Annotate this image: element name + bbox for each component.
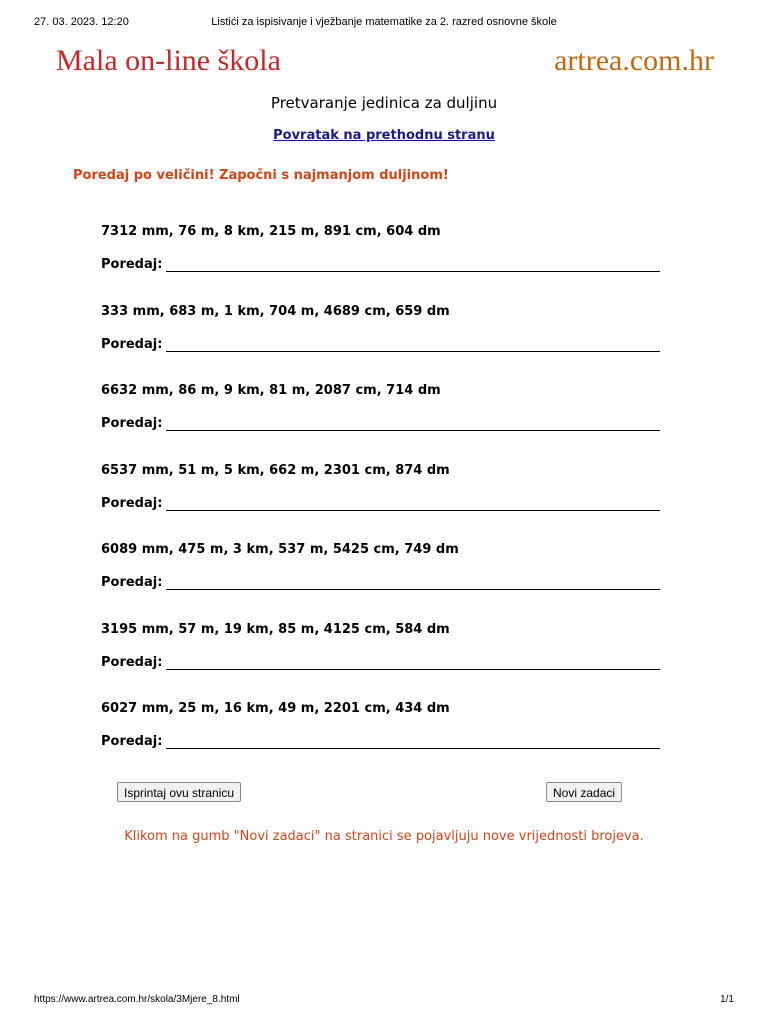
task-list	[101, 224, 661, 781]
answer-row	[101, 493, 661, 511]
task-item	[101, 542, 661, 622]
answer-row	[101, 413, 661, 431]
task-item	[101, 701, 661, 781]
print-url: https://www.artrea.com.hr/skola/3Mjere_8.html	[34, 994, 240, 1005]
task-item	[101, 304, 661, 384]
info-note: Klikom na gumb "Novi zadaci" na stranici se pojavljuju nove vrijednosti brojeva.	[124, 829, 644, 844]
new-tasks-button[interactable]: Novi zadaci	[546, 782, 622, 802]
task-item	[101, 463, 661, 543]
print-header	[0, 16, 768, 32]
answer-label: Poredaj:	[101, 495, 163, 511]
task-item	[101, 622, 661, 702]
answer-line	[166, 257, 660, 272]
task-values: 3195 mm, 57 m, 19 km, 85 m, 4125 cm, 584 dm	[101, 621, 450, 637]
task-values: 6632 mm, 86 m, 9 km, 81 m, 2087 cm, 714 dm	[101, 383, 441, 398]
site-domain-logo[interactable]: artrea.com.hr	[554, 44, 714, 77]
answer-row	[101, 731, 661, 749]
task-values: 6537 mm, 51 m, 5 km, 662 m, 2301 cm, 874 dm	[101, 462, 450, 478]
print-doc-title: Listići za ispisivanje i vježbanje matematike za 2. razred osnovne škole	[211, 16, 557, 28]
answer-line	[166, 337, 660, 352]
task-item	[101, 224, 661, 304]
task-item	[101, 383, 661, 463]
answer-label: Poredaj:	[101, 257, 163, 272]
answer-label: Poredaj:	[101, 575, 163, 590]
print-page-button[interactable]: Isprintaj ovu stranicu	[117, 782, 241, 802]
answer-row	[101, 334, 661, 352]
back-link[interactable]: Povratak na prethodnu stranu	[273, 128, 495, 143]
page-title: Pretvaranje jedinica za duljinu	[270, 94, 498, 112]
task-values: 333 mm, 683 m, 1 km, 704 m, 4689 cm, 659 dm	[101, 303, 450, 319]
answer-label: Poredaj:	[101, 734, 163, 749]
answer-line	[166, 416, 660, 431]
instruction-text: Poredaj po veličini! Započni s najmanjom duljinom!	[73, 168, 449, 183]
answer-line	[166, 655, 660, 670]
answer-line	[166, 496, 660, 511]
answer-row	[101, 652, 661, 670]
answer-row	[101, 254, 661, 272]
answer-label: Poredaj:	[101, 654, 163, 670]
answer-label: Poredaj:	[101, 416, 163, 431]
print-page-number: 1/1	[720, 994, 734, 1005]
answer-line	[166, 575, 660, 590]
task-values: 6027 mm, 25 m, 16 km, 49 m, 2201 cm, 434 dm	[101, 701, 450, 716]
answer-line	[166, 734, 660, 749]
site-logo[interactable]: Mala on-line škola	[56, 44, 281, 77]
task-values: 7312 mm, 76 m, 8 km, 215 m, 891 cm, 604 dm	[101, 224, 441, 239]
answer-label: Poredaj:	[101, 336, 163, 352]
answer-row	[101, 572, 661, 590]
print-datetime: 27. 03. 2023. 12:20	[34, 16, 129, 28]
task-values: 6089 mm, 475 m, 3 km, 537 m, 5425 cm, 749 dm	[101, 542, 459, 557]
